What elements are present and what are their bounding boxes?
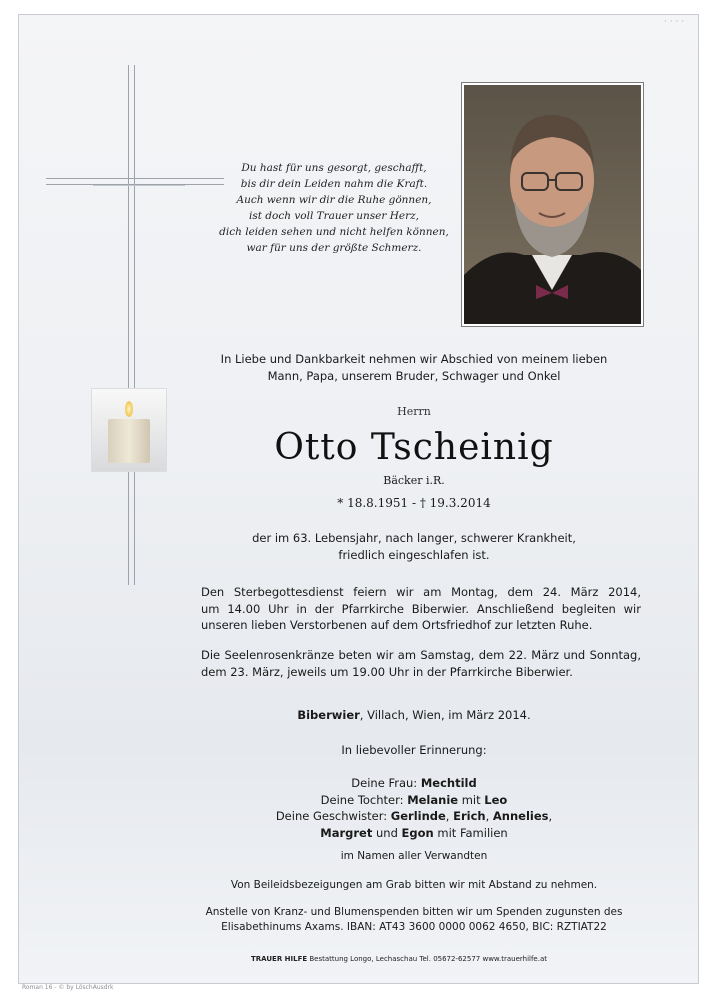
family-siblings-cont: Margret und Egon mit Familien [320, 825, 508, 840]
intro-text [179, 351, 649, 384]
obituary-sheet [18, 14, 699, 984]
donation-note [179, 905, 649, 935]
death-note [179, 530, 649, 563]
funeral-line: um 14.00 Uhr in der Pfarrkirche Biberwier. Anschließend begleiten wir [201, 601, 641, 616]
occupation: Bäcker i.R. [383, 474, 445, 487]
portrait-photo [461, 82, 644, 327]
death-note-line: friedlich eingeschlafen ist. [338, 547, 490, 562]
footer [139, 955, 659, 963]
rosary-line: Die Seelenrosenkränze beten wir am Samstag, dem 22. März und Sonntag, [201, 648, 641, 662]
candle-icon [108, 419, 150, 463]
funeral-line: Den Sterbegottesdienst feiern wir am Montag, dem 24. März 2014, [201, 585, 641, 599]
family-wife: Deine Frau: Mechtild [351, 776, 477, 790]
memory-line: In liebevoller Erinnerung: [341, 743, 487, 757]
intro-line: Mann, Papa, unserem Bruder, Schwager und Onkel [267, 368, 561, 383]
condolence-note: Von Beileidsbezeigungen am Grab bitten wir mit Abstand zu nehmen. [230, 879, 598, 891]
cross-crossbar-shadow [93, 185, 185, 186]
place-town: Biberwier [297, 708, 360, 722]
family-daughter: Deine Tochter: Melanie mit Leo [320, 792, 508, 807]
life-dates: * 18.8.1951 - † 19.3.2014 [337, 496, 491, 510]
cross-icon [128, 65, 135, 585]
rosary-paragraph [201, 647, 641, 680]
death-note-line: der im 63. Lebensjahr, nach langer, schwerer Krankheit, [252, 531, 576, 545]
donation-line: Anstelle von Kranz- und Blumenspenden bitten wir um Spenden zugunsten des [205, 906, 623, 918]
family-siblings: Deine Geschwister: Gerlinde, Erich, Annelies, [275, 809, 553, 823]
poem-line: ist doch voll Trauer unser Herz, [249, 210, 419, 222]
place-rest: , Villach, Wien, im März 2014. [359, 708, 531, 722]
flame-icon [125, 401, 133, 417]
deceased-name: Otto Tscheinig [274, 427, 554, 468]
place-date [179, 707, 649, 724]
poem-line: dich leiden sehen und nicht helfen können, [219, 226, 449, 238]
poem-line: war für uns der größte Schmerz. [246, 242, 422, 254]
footer-brand: TRAUER HILFE [250, 955, 308, 963]
poem-line: bis dir dein Leiden nahm die Kraft. [240, 178, 428, 190]
cross-crossbar [46, 178, 224, 185]
corner-mark: · · · · [663, 17, 684, 27]
poem-line: Auch wenn wir dir die Ruhe gönnen, [236, 194, 432, 206]
family-list [179, 775, 649, 841]
salutation: Herrn [397, 405, 431, 418]
poem-line: Du hast für uns gesorgt, geschafft, [241, 162, 427, 174]
poem [209, 160, 459, 256]
funeral-line: unseren lieben Verstorbenen auf dem Ortsfriedhof zur letzten Ruhe. [201, 618, 593, 632]
donation-line: Elisabethinums Axams. IBAN: AT43 3600 0000 0062 4650, BIC: RZTIAT22 [221, 921, 607, 933]
candle-image [91, 388, 167, 472]
bottom-note: Roman 16 - © by LöschAusdrk [22, 984, 114, 991]
intro-line: In Liebe und Dankbarkeit nehmen wir Abschied von meinem lieben [220, 352, 608, 366]
rosary-line: dem 23. März, jeweils um 19.00 Uhr in der Pfarrkirche Biberwier. [201, 664, 573, 679]
relatives-line: im Namen aller Verwandten [340, 850, 488, 862]
funeral-paragraph [201, 584, 641, 634]
portrait-image [464, 85, 641, 324]
footer-text: Bestattung Longo, Lechaschau Tel. 05672-62577 www.trauerhilfe.at [307, 955, 547, 963]
